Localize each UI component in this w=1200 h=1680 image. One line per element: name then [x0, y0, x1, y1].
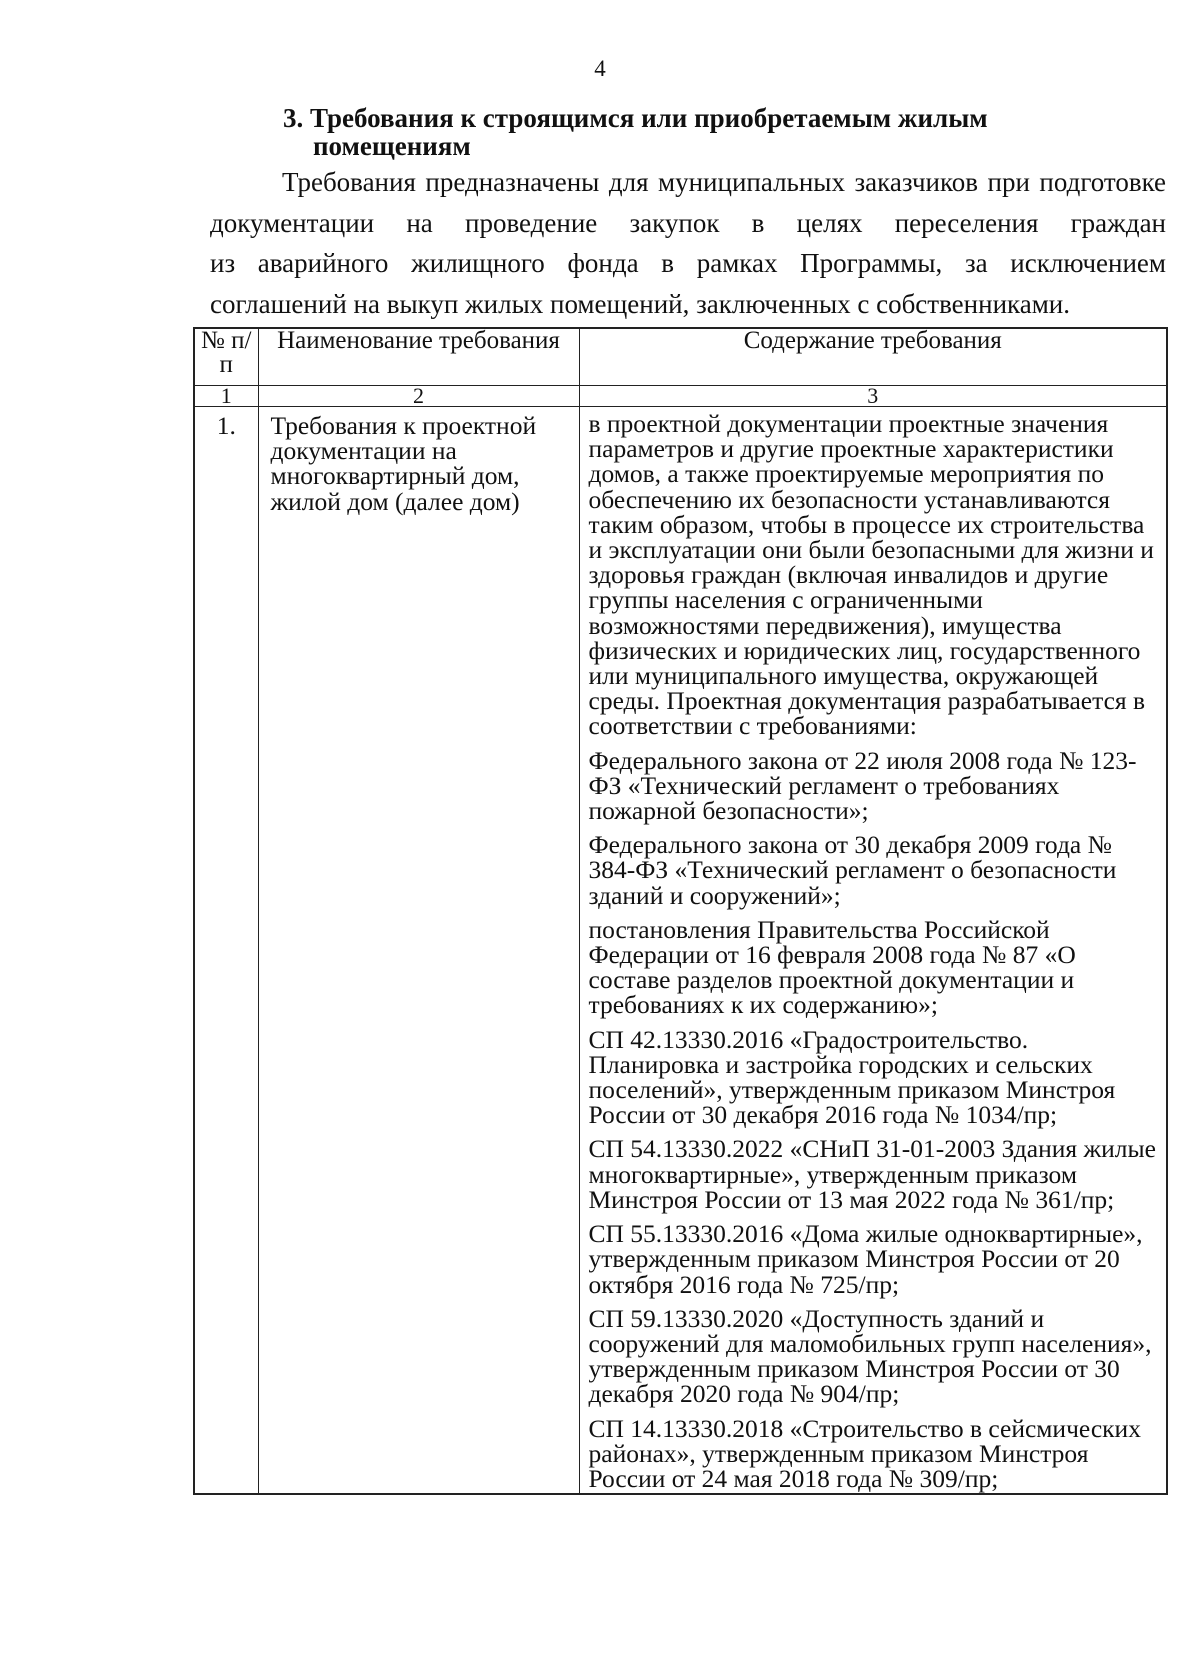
content-paragraph: СП 59.13330.2020 «Доступность зданий и сооружений для маломобильных групп населения», утвержденным приказом Минстроя России от 30 декабря 2020 года № 904/пр; — [588, 1303, 1152, 1409]
page-number: 4 — [594, 56, 606, 81]
intro-line: Требования предназначены для муниципальных заказчиков при подготовке — [282, 167, 1166, 197]
requirements-table — [193, 327, 1168, 1495]
header-requirement-content: Содержание требования — [579, 328, 1167, 386]
content-paragraph: СП 42.13330.2016 «Градостроительство. Планировка и застройка городских и сельских поселений», утвержденным приказом Минстроя России от 30 декабря 2016 года № 1034/пр; — [588, 1024, 1116, 1130]
content-paragraph: СП 14.13330.2018 «Строительство в сейсмических районах», утвержденным приказом Минстроя России от 24 мая 2018 года № 309/пр; — [588, 1413, 1141, 1493]
intro-line: документации на проведение закупок в целях переселения граждан — [210, 207, 1166, 238]
section-title — [283, 104, 1083, 160]
section-title-line-2: помещениям — [313, 131, 471, 161]
content-paragraph: Федерального закона от 22 июля 2008 года № 123-ФЗ «Технический регламент о требованиях пожарной безопасности»; — [588, 745, 1137, 826]
column-number: 1 — [194, 386, 258, 407]
intro-line: из аварийного жилищного фонда в рамках Программы, за исключением — [210, 248, 1166, 278]
requirement-content — [579, 407, 1167, 1495]
content-paragraph: СП 54.13330.2022 «СНиП 31-01-2003 Здания жилые многоквартирные», утвержденным приказом Минстроя России от 13 мая 2022 года № 361/пр; — [588, 1134, 1156, 1214]
content-paragraph: в проектной документации проектные значения параметров и другие проектные характеристики домов, а также проектируемые мероприятия по обеспечению их безопасности устанавливаются таким образом, чтобы в процессе их строительства и эксплуатации они были безопасными для жизни и здоровья граждан (включая инвалидов и другие группы населения с ограниченными возможностями передвижения), имущества физических и юридических лиц, государственного или муниципального имущества, окружающей среды. Проектная документация разрабатывается в соответствии с требованиями: — [588, 409, 1154, 741]
requirement-name: Требования к проектной документации на многоквартирный дом, жилой дом (далее дом) — [258, 407, 579, 1495]
row-number: 1. — [194, 407, 258, 1495]
table-header-row — [194, 328, 1167, 386]
table-row — [194, 407, 1167, 1495]
column-number-row — [194, 386, 1167, 407]
intro-line: соглашений на выкуп жилых помещений, заключенных с собственниками. — [210, 288, 1070, 319]
column-number: 3 — [579, 386, 1167, 407]
header-number: № п/п — [194, 328, 258, 386]
content-paragraph: постановления Правительства Российской Федерации от 16 февраля 2008 года № 87 «О составе разделов проектной документации и требованиях к их содержанию»; — [588, 914, 1076, 1020]
column-number: 2 — [258, 386, 579, 407]
content-paragraph: СП 55.13330.2016 «Дома жилые одноквартирные», утвержденным приказом Минстроя России от 20 октября 2016 года № 725/пр; — [588, 1219, 1143, 1299]
content-paragraph: Федерального закона от 30 декабря 2009 года № 384-ФЗ «Технический регламент о безопасности зданий и сооружений»; — [588, 830, 1117, 910]
intro-paragraph — [210, 162, 1166, 324]
section-title-line-1: 3. Требования к строящимся или приобретаемым жилым — [283, 103, 988, 133]
header-requirement-name: Наименование требования — [258, 328, 579, 386]
